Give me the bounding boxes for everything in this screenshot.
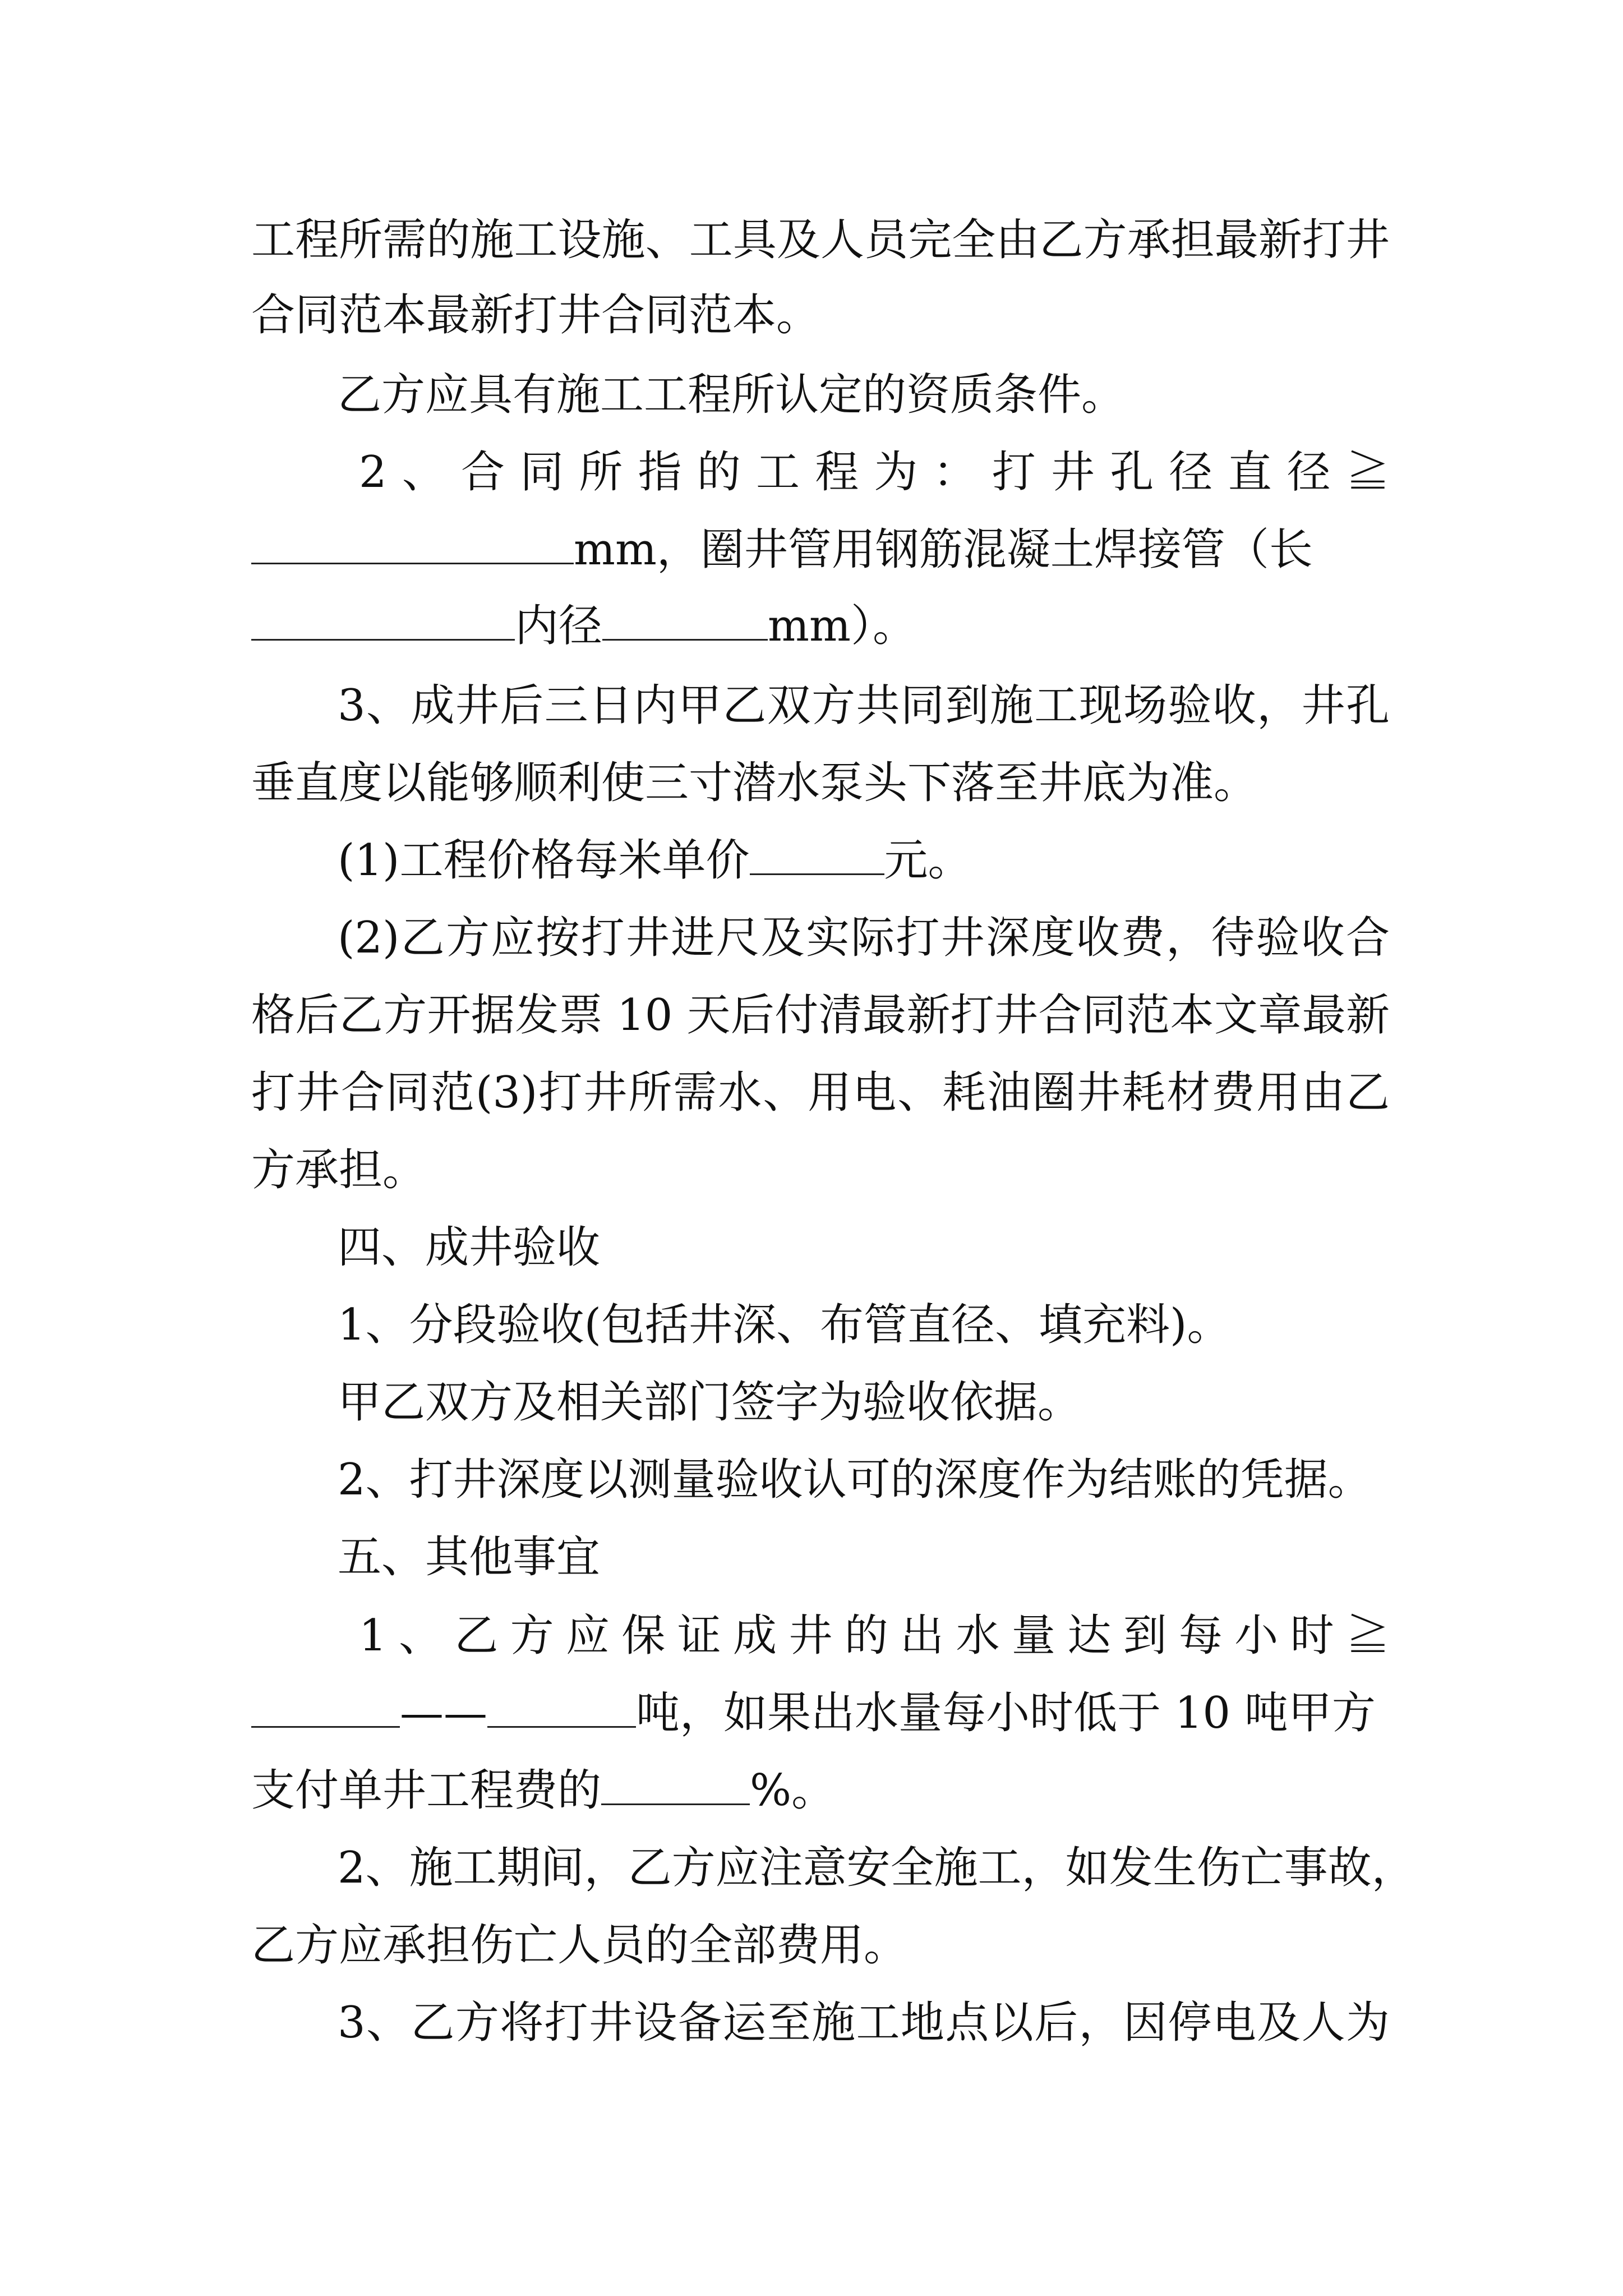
paragraph-line: 3、乙方将打井设备运至施工地点以后，因停电及人为 — [338, 1998, 1390, 2048]
paragraph-line: 2、施工期间，乙方应注意安全施工，如发生伤亡事故， — [338, 1843, 1415, 1893]
paragraph-line: 1、分段验收(包括井深、布管直径、填充料)。 — [338, 1300, 1231, 1350]
fill-in-blank[interactable] — [251, 523, 574, 564]
paragraph-line: 乙方应承担伤亡人员的全部费用。 — [251, 1920, 908, 1971]
line-text: 支付单井工程费的 — [251, 1765, 602, 1816]
paragraph-line: 甲乙双方及相关部门签字为验收依据。 — [338, 1377, 1082, 1428]
paragraph-line: 方承担。 — [251, 1145, 427, 1195]
paragraph-line — [251, 1763, 1390, 1819]
fill-in-blank[interactable] — [750, 834, 884, 875]
fill-in-blank[interactable] — [602, 600, 768, 641]
paragraph-line — [338, 832, 1390, 889]
paragraph-line: 1、乙方应保证成井的出水量达到每小时≧ — [359, 1611, 1390, 1661]
section-heading: 五、其他事宜 — [338, 1532, 601, 1582]
fill-in-blank[interactable] — [251, 600, 515, 641]
paragraph-line: 2、打井深度以测量验收认可的深度作为结账的凭据。 — [338, 1455, 1372, 1505]
line-text: mm）。 — [768, 601, 916, 651]
paragraph-line: 打井合同范(3)打井所需水、用电、耗油圈井耗材费用由乙 — [251, 1068, 1390, 1118]
fill-in-blank[interactable] — [487, 1687, 636, 1728]
fill-in-blank[interactable] — [601, 1764, 750, 1805]
line-text: mm，圈井管用钢筋混凝土焊接管（长 — [574, 524, 1313, 575]
paragraph-line — [251, 598, 1390, 654]
paragraph-line: 乙方应具有施工工程所认定的资质条件。 — [338, 370, 1126, 420]
paragraph-line: 合同范本最新打井合同范本。 — [251, 290, 820, 341]
paragraph-line: 工程所需的施工设施、工具及人员完全由乙方承担最新打井 — [251, 215, 1390, 265]
line-text: 内径 — [515, 601, 603, 651]
line-text: %。 — [750, 1765, 836, 1816]
line-text: —— — [400, 1688, 487, 1738]
line-text: 吨，如果出水量每小时低于 10 吨甲方 — [636, 1688, 1376, 1738]
paragraph-line — [251, 1685, 1390, 1741]
paragraph-line — [251, 522, 1390, 578]
line-text: 元。 — [884, 835, 972, 886]
paragraph-line: 垂直度以能够顺利使三寸潜水泵头下落至井底为准。 — [251, 758, 1258, 808]
line-text: (1)工程价格每米单价 — [338, 835, 750, 886]
paragraph-line: 2、合同所指的工程为：打井孔径直径≧ — [359, 447, 1390, 498]
section-heading: 四、成井验收 — [338, 1222, 601, 1273]
paragraph-line: (2)乙方应按打井进尺及实际打井深度收费，待验收合 — [338, 913, 1390, 963]
fill-in-blank[interactable] — [251, 1687, 400, 1728]
paragraph-line: 格后乙方开据发票 10 天后付清最新打井合同范本文章最新 — [251, 990, 1390, 1041]
paragraph-line: 3、成井后三日内甲乙双方共同到施工现场验收，井孔 — [338, 680, 1390, 731]
